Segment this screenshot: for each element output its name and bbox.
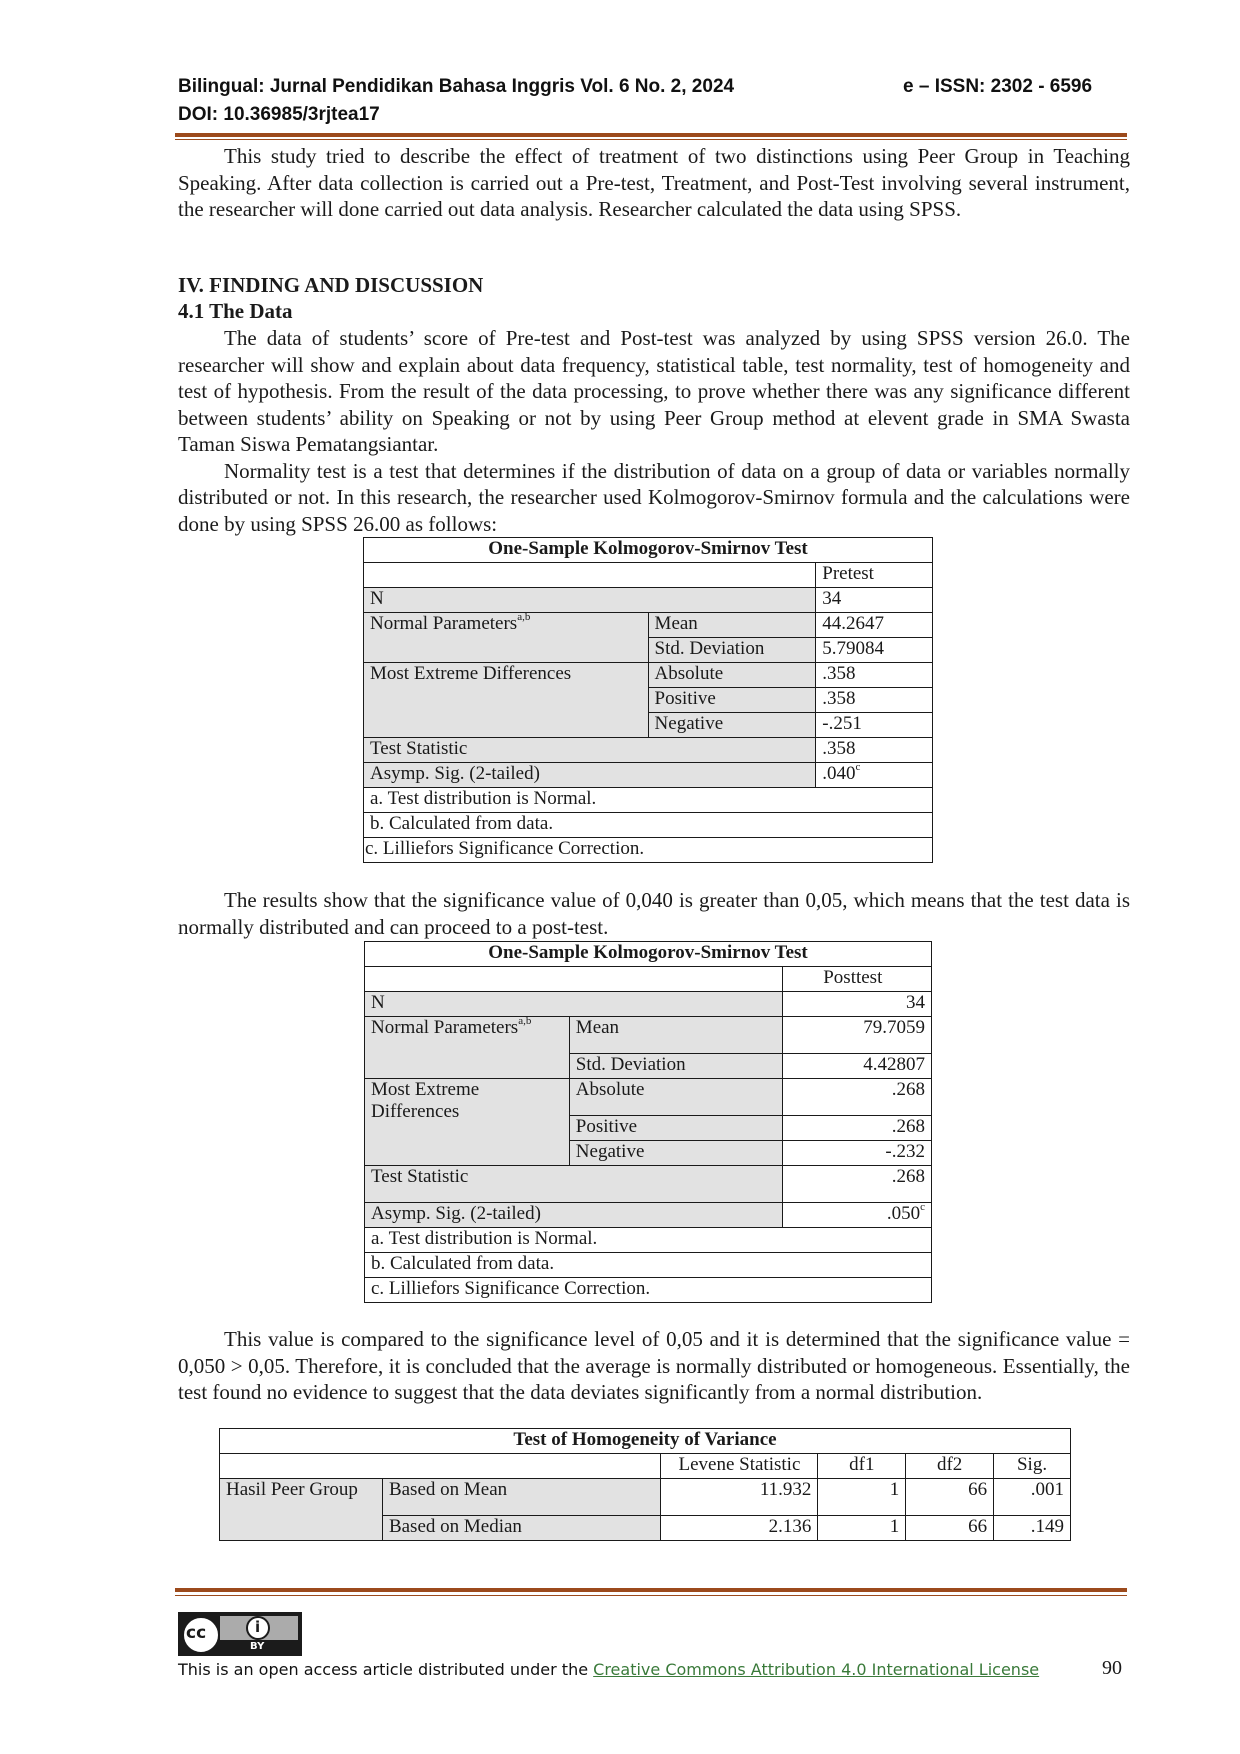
- row-sublabel: Mean: [569, 1017, 782, 1054]
- row-sublabel: Based on Median: [382, 1516, 661, 1541]
- row-label: Hasil Peer Group: [220, 1479, 383, 1541]
- para-4: The results show that the significance value of 0,040 is greater than 0,05, which means that the test data is normally distributed and can proceed to a post-test.: [178, 888, 1130, 939]
- conclusion-paragraph: [178, 1326, 1130, 1406]
- footnote: b. Calculated from data.: [365, 1253, 932, 1278]
- column-header: Sig.: [994, 1454, 1071, 1479]
- footer-rule: [175, 1588, 1127, 1592]
- footnote: c. Lilliefors Significance Correction.: [365, 1278, 932, 1303]
- column-header: df1: [818, 1454, 906, 1479]
- cell-value: .268: [783, 1116, 932, 1141]
- row-label: Asymp. Sig. (2-tailed): [364, 763, 816, 788]
- attribution-icon: i: [246, 1616, 270, 1640]
- column-header: df2: [906, 1454, 994, 1479]
- row-sublabel: Absolute: [569, 1079, 782, 1116]
- para-5: This value is compared to the significance level of 0,05 and it is determined that the significance value = 0,050 > 0,05. Therefore, it is concluded that the average is normally distributed or homogeneous. Essentially, the test found no evidence to suggest that the data deviates significantly from a normal distribution.: [178, 1327, 1130, 1404]
- row-sublabel: Based on Mean: [382, 1479, 661, 1516]
- para-2: The data of students’ score of Pre-test and Post-test was analyzed by using SPSS version 26.0. The researcher will show and explain about data frequency, statistical table, test normality, test of homogeneity and test of hypothesis. From the result of the data processing, to prove whether there was any significance different between students’ ability on Speaking or not by using Peer Group method at elevent grade in SMA Swasta Taman Siswa Pematangsiantar.: [178, 326, 1130, 456]
- license-link[interactable]: Creative Commons Attribution 4.0 International License: [593, 1660, 1040, 1679]
- row-label: Test Statistic: [365, 1166, 783, 1203]
- cell-value: 11.932: [661, 1479, 818, 1516]
- row-label: Asymp. Sig. (2-tailed): [365, 1203, 783, 1228]
- cell-value: -.232: [783, 1141, 932, 1166]
- cell-value: .358: [816, 663, 933, 688]
- license-text: This is an open access article distributed under the: [178, 1660, 594, 1679]
- row-label: Test Statistic: [364, 738, 816, 763]
- footnote: c. Lilliefors Significance Correction.: [364, 838, 933, 863]
- cell-value: .050$^c$: [783, 1203, 932, 1228]
- cell-value: .268: [783, 1079, 932, 1116]
- row-sublabel: Std. Deviation: [648, 638, 816, 663]
- cell-value: .268: [783, 1166, 932, 1203]
- cell-value: 2.136: [661, 1516, 818, 1541]
- cell-value: .001: [994, 1479, 1071, 1516]
- cell-value: -.251: [816, 713, 933, 738]
- row-label: Normal Parameters$^{a,b}$: [365, 1017, 570, 1079]
- by-label: BY: [250, 1641, 265, 1652]
- cell-value: 4.42807: [783, 1054, 932, 1079]
- cell-value: 44.2647: [816, 613, 933, 638]
- row-sublabel: Positive: [648, 688, 816, 713]
- cell-value: 79.7059: [783, 1017, 932, 1054]
- header-rule-thin: [175, 139, 1127, 140]
- subsection-heading: 4.1 The Data: [178, 299, 293, 323]
- table-title: One-Sample Kolmogorov-Smirnov Test: [364, 538, 933, 563]
- row-sublabel: Negative: [569, 1141, 782, 1166]
- row-sublabel: Std. Deviation: [569, 1054, 782, 1079]
- ks-pretest-table: [363, 537, 933, 863]
- row-sublabel: Negative: [648, 713, 816, 738]
- cc-by-license-icon[interactable]: [178, 1612, 302, 1656]
- intro-paragraph: [178, 143, 1130, 223]
- footnote: a. Test distribution is Normal.: [364, 788, 933, 813]
- row-label: N: [365, 992, 783, 1017]
- header-rule: [175, 133, 1127, 137]
- footer-rule-thin: [175, 1595, 1127, 1596]
- para-1: This study tried to describe the effect of treatment of two distinctions using Peer Group in Teaching Speaking. After data collection is carried out a Pre-test, Treatment, and Post-Test involving several instrument, the researcher will done carried out data analysis. Researcher calculated the data using SPSS.: [178, 144, 1130, 221]
- cell-value: 34: [816, 588, 933, 613]
- footnote: a. Test distribution is Normal.: [365, 1228, 932, 1253]
- section-heading: IV. FINDING AND DISCUSSION: [178, 273, 484, 297]
- cell-value: .040$^c$: [816, 763, 933, 788]
- row-sublabel: Mean: [648, 613, 816, 638]
- table-title: Test of Homogeneity of Variance: [220, 1429, 1071, 1454]
- column-header: Posttest: [783, 967, 932, 992]
- row-label: Most Extreme Differences: [364, 663, 649, 738]
- issn: e – ISSN: 2302 - 6596: [903, 76, 1093, 97]
- row-label: N: [364, 588, 816, 613]
- cell-value: 34: [783, 992, 932, 1017]
- row-label: Most Extreme Differences: [365, 1079, 570, 1166]
- table-title: One-Sample Kolmogorov-Smirnov Test: [365, 942, 932, 967]
- row-label: Normal Parameters$^{a,b}$: [364, 613, 649, 663]
- cell-value: 1: [818, 1479, 906, 1516]
- ks-posttest-table: [364, 941, 932, 1303]
- para-3: Normality test is a test that determines if the distribution of data on a group of data or variables normally distributed or not. In this research, the researcher used Kolmogorov-Smirnov formula and the calculations were done by using SPSS 26.00 as follows:: [178, 458, 1130, 536]
- cell-value: 5.79084: [816, 638, 933, 663]
- cc-icon: cc: [182, 1616, 220, 1654]
- page-number: 90: [1102, 1657, 1122, 1679]
- license-footer: [178, 1660, 1039, 1679]
- cell-value: .358: [816, 688, 933, 713]
- doi: DOI: 10.36985/3rjtea17: [178, 104, 380, 125]
- result-paragraph: [178, 887, 1130, 940]
- column-header: Pretest: [816, 563, 933, 588]
- row-sublabel: Positive: [569, 1116, 782, 1141]
- homogeneity-table: [219, 1428, 1071, 1541]
- cell-value: 66: [906, 1479, 994, 1516]
- cell-value: 66: [906, 1516, 994, 1541]
- journal-title: Bilingual: Jurnal Pendidikan Bahasa Inggris Vol. 6 No. 2, 2024: [178, 76, 735, 97]
- data-paragraphs: [178, 325, 1130, 537]
- row-sublabel: Absolute: [648, 663, 816, 688]
- footnote: b. Calculated from data.: [364, 813, 933, 838]
- cell-value: .358: [816, 738, 933, 763]
- cell-value: 1: [818, 1516, 906, 1541]
- cell-value: .149: [994, 1516, 1071, 1541]
- column-header: Levene Statistic: [661, 1454, 818, 1479]
